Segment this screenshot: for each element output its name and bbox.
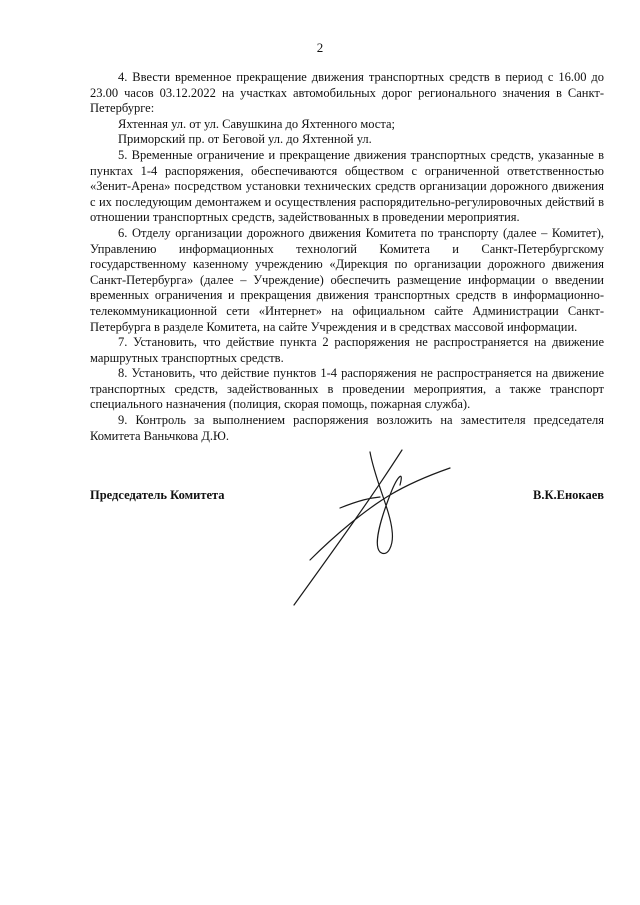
paragraph-7: 7. Установить, что действие пункта 2 распоряжения не распространяется на движение маршрутных транспортных средств. [90, 335, 604, 365]
page-number: 2 [316, 40, 324, 55]
paragraph-4: 4. Ввести временное прекращение движения транспортных средств в период с 16.00 до 23.00 часов 03.12.2022 на участках автомобильных дорог регионального значения в Санкт-Петербурге: [90, 70, 604, 116]
road-section-2: Приморский пр. от Беговой ул. до Яхтенной ул. [118, 132, 372, 147]
signer-title: Председатель Комитета [90, 488, 225, 502]
paragraph-5: 5. Временные ограничение и прекращение движения транспортных средств, указанные в пунктах 1-4 распоряжения, обеспечиваются обществом с ограниченной ответственностью «Зенит-Арена» посредством установки технических средств организации дорожного движения с их последующим демонтажем и осуществления распорядительно-регулировочных действий в отношении транспортных средств, задействованных в проведении мероприятия. [90, 147, 604, 225]
paragraph-8: 8. Установить, что действие пунктов 1-4 распоряжения не распространяется на движение транспортных средств, задействованных в проведении мероприятия, а также транспорт специального назначения (полиция, скорая помощь, пожарная служба). [90, 366, 604, 412]
handwritten-signature [280, 440, 480, 615]
paragraph-6: 6. Отделу организации дорожного движения Комитета по транспорту (далее – Комитет), Управлению информационных технологий Комитета и Санкт-Петербургскому государственному казенному учреждению «Дирекция по организации дорожного движения Санкт-Петербурга» (далее – Учреждение) обеспечить размещение информации о введении временных ограничения и прекращения движения транспортных средств в информационно-телекоммуникационной сети «Интернет» на официальном сайте Администрации Санкт-Петербурга в разделе Комитета, на сайте Учреждения и в средствах массовой информации. [90, 225, 604, 334]
paragraph-9: 9. Контроль за выполнением распоряжения возложить на заместителя председателя Комитета Ваньчкова Д.Ю. [90, 413, 604, 443]
road-section-1: Яхтенная ул. от ул. Савушкина до Яхтенного моста; [118, 116, 395, 131]
document-body [90, 70, 604, 444]
signer-name: В.К.Енокаев [532, 488, 604, 502]
